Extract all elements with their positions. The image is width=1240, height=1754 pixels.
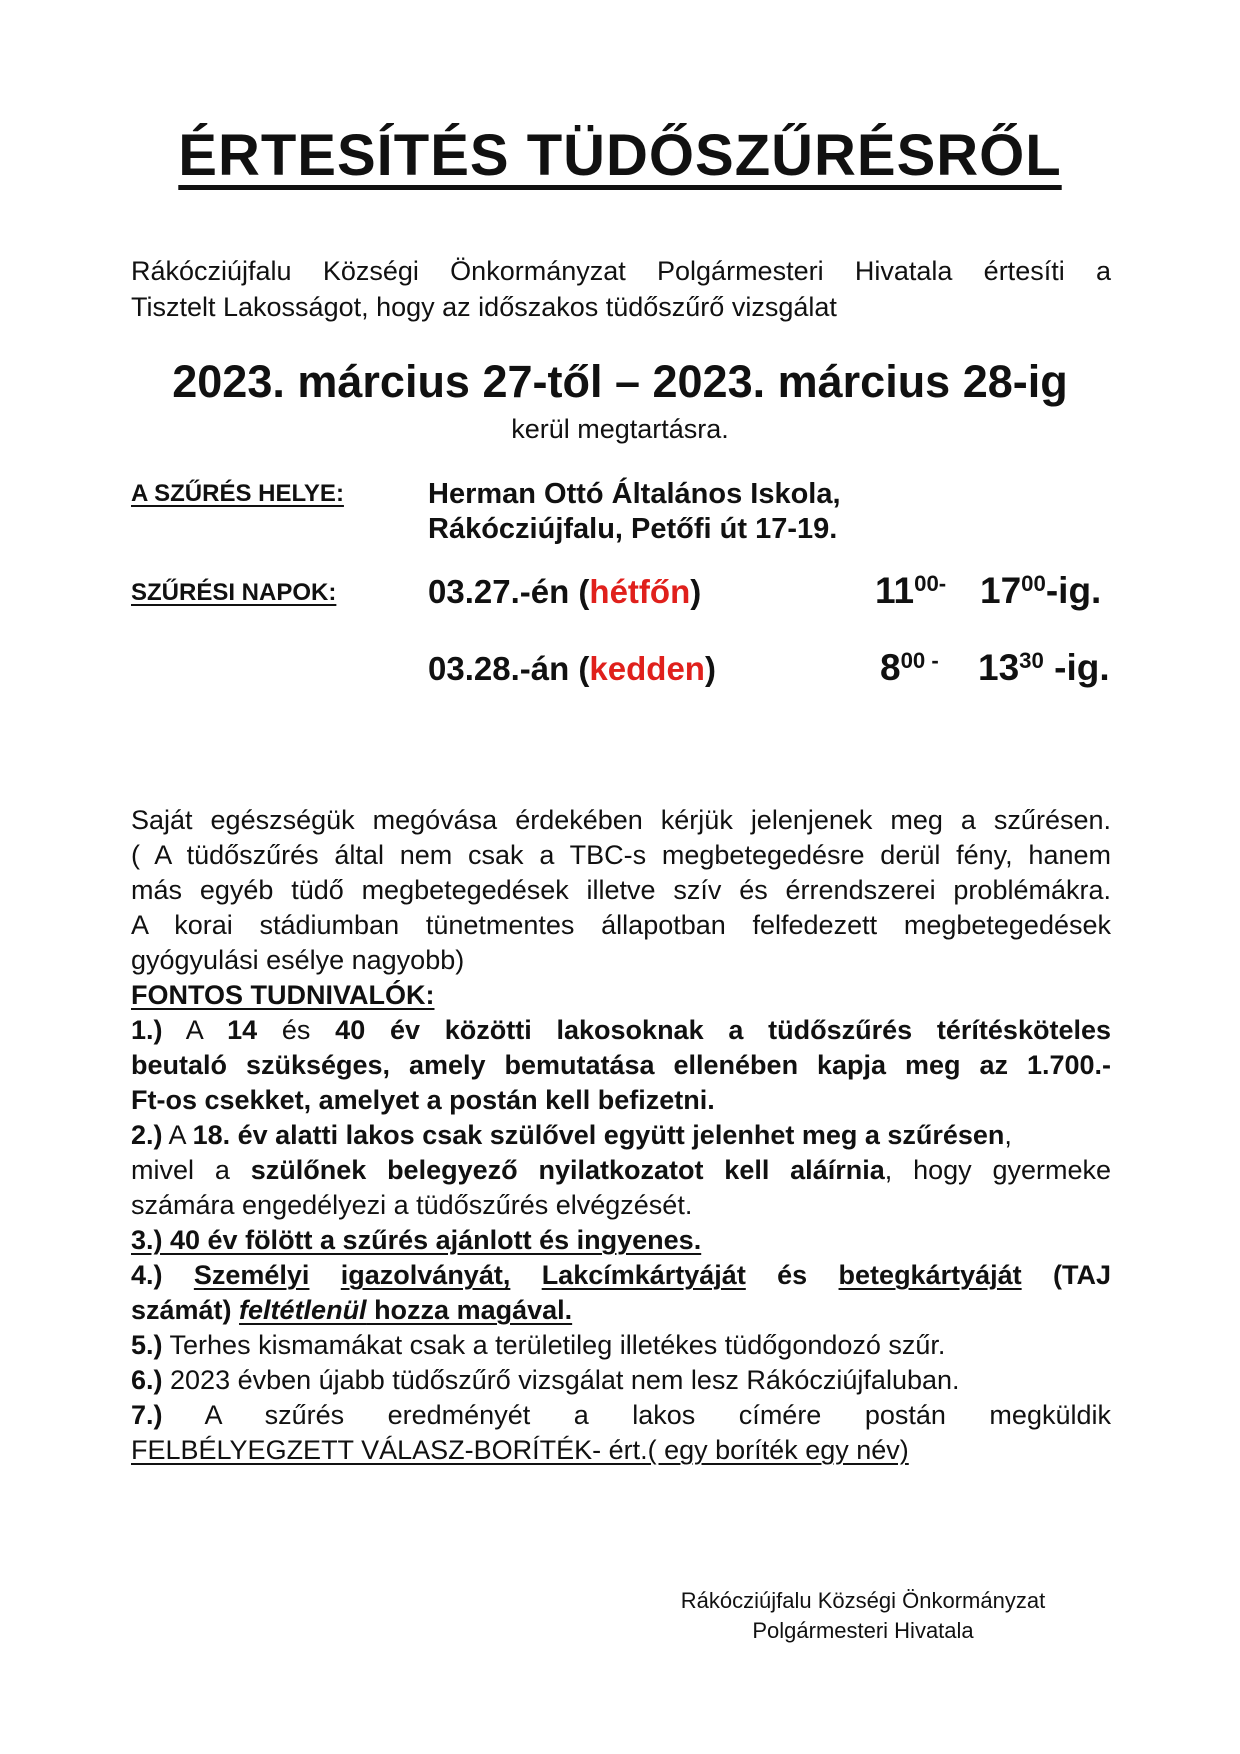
day-1-close: ) [690,573,702,610]
item-1-text: és [257,1015,336,1045]
day-2-end-suffix: -ig. [1043,647,1110,688]
signature-line-1: Rákócziújfalu Községi Önkormányzat [680,1588,1046,1613]
item-4-line-1 [131,1258,1111,1293]
day-1-end-suffix: -ig. [1045,570,1102,611]
day-1-end-min: 00 [1021,571,1046,596]
day-1-start-time [875,570,946,612]
item-1-age-min: 14 [227,1015,258,1045]
item-2-text: mivel a [131,1155,251,1185]
body-paragraph-line: gyógyulási esélye nagyobb) [131,945,465,975]
item-2-text-bold: szülőnek belegyező nyilatkozatot kell aláírnia [250,1155,885,1185]
location-label: A SZŰRÉS HELYE: [131,480,344,507]
item-2-line-2 [131,1153,1111,1188]
item-5-text: Terhes kismamákat csak a területileg illetékes tüdőgondozó szűr. [162,1330,946,1360]
day-1-date [428,573,701,611]
body-paragraph-line: Saját egészségük megóvása érdekében kérjük jelenjenek meg a szűrésen. [131,805,1111,835]
item-4-text: Lakcímkártyáját [541,1260,746,1290]
item-5-number: 5.) [131,1330,163,1360]
item-4-text: számát) [131,1295,240,1325]
day-1-end-time [980,570,1101,612]
item-7-text: A szűrés eredményét a lakos címére postán megküldik [204,1400,1111,1430]
day-2-date [428,650,716,688]
item-1-line-1 [131,1013,1111,1048]
day-1-start-hour: 11 [875,570,915,611]
item-2-line-1 [131,1118,1111,1153]
item-1-text-bold: év közötti lakosoknak a tüdőszűrés térítésköteles [365,1015,1111,1045]
item-4-text: hozza magával. [366,1295,573,1325]
item-4-text: (TAJ [1052,1260,1111,1290]
item-2-text-bold: 18. év alatti lakos csak szülővel együtt jelenhet meg a szűrésen [192,1120,1005,1150]
item-4-text: igazolványát, [340,1260,511,1290]
item-6 [131,1363,1111,1398]
day-2-start-min: 00 - [900,648,939,673]
body-paragraph-line: A korai stádiumban tünetmentes állapotban felfedezett megbetegedések [131,910,1111,940]
page-title: ÉRTESÍTÉS TÜDŐSZŰRÉSRŐL [178,123,1062,188]
item-7-line-1 [131,1398,1111,1433]
item-2-text: , hogy gyermeke [884,1155,1112,1185]
date-range: 2023. március 27-től – 2023. március 28-ig [172,356,1068,407]
item-1-line-3: Ft-os csekket, amelyet a postán kell befizetni. [131,1085,715,1115]
day-1-weekday: hétfőn [589,573,691,610]
body-paragraph-line: ( A tüdőszűrés által nem csak a TBC-s megbetegedésre derül fény, hanem [131,840,1111,870]
item-6-number: 6.) [131,1365,163,1395]
day-2-end-hour: 13 [978,647,1020,688]
item-1-text: A [162,1015,228,1045]
day-1-end-hour: 17 [980,570,1022,611]
item-4-text: Személyi [193,1260,310,1290]
item-4-line-2 [131,1293,1111,1328]
day-2-start-time [880,647,939,689]
day-2-date-text: 03.28.-án ( [428,650,590,687]
item-2-text: , [1004,1120,1012,1150]
item-2-line-3: számára engedélyezi a tüdőszűrés elvégzését. [131,1190,693,1220]
day-1-start-min: 00- [914,571,947,596]
day-2-end-min: 30 [1019,648,1044,673]
intro-line-2: Tisztelt Lakosságot, hogy az időszakos tüdőszűrő vizsgálat [131,292,837,322]
item-4-number: 4.) [131,1260,163,1290]
day-2-start-hour: 8 [880,647,901,688]
item-1-number: 1.) [131,1015,163,1045]
body-paragraph-line: más egyéb tüdő megbetegedések illetve szív és érrendszerei problémákra. [131,875,1111,905]
item-4-text: betegkártyáját [838,1260,1022,1290]
location-line-2: Rákócziújfalu, Petőfi út 17-19. [428,513,838,545]
day-2-end-time [978,647,1110,689]
screening-days-label: SZŰRÉSI NAPOK: [131,579,337,606]
intro-line-1: Rákócziújfalu Községi Önkormányzat Polgármesteri Hivatala értesíti a [131,256,1111,286]
day-2-close: ) [704,650,716,687]
location-line-1: Herman Ottó Általános Iskola, [428,478,841,510]
item-4-text: és [777,1260,808,1290]
item-1-line-2: beutaló szükséges, amely bemutatása ellenében kapja meg az 1.700.- [131,1050,1111,1080]
held-text: kerül megtartásra. [511,414,729,444]
item-5 [131,1328,1111,1363]
item-7-line-2: FELBÉLYEGZETT VÁLASZ-BORÍTÉK- ért.( egy boríték egy név) [131,1435,909,1465]
item-1-age-max: 40 [335,1015,366,1045]
item-6-text: 2023 évben újabb tüdőszűrő vizsgálat nem lesz Rákócziújfaluban. [162,1365,960,1395]
day-2-weekday: kedden [589,650,705,687]
signature-line-2: Polgármesteri Hivatala [752,1618,974,1643]
body-text [131,803,1111,1468]
day-1-date-text: 03.27.-én ( [428,573,590,610]
important-heading: FONTOS TUDNIVALÓK: [131,980,435,1010]
item-2-number: 2.) [131,1120,163,1150]
item-3: 3.) 40 év fölött a szűrés ajánlott és ingyenes. [131,1225,702,1255]
item-7-number: 7.) [131,1400,163,1430]
item-2-text: A [162,1120,193,1150]
item-4-text-italic: feltétlenül [239,1295,367,1325]
